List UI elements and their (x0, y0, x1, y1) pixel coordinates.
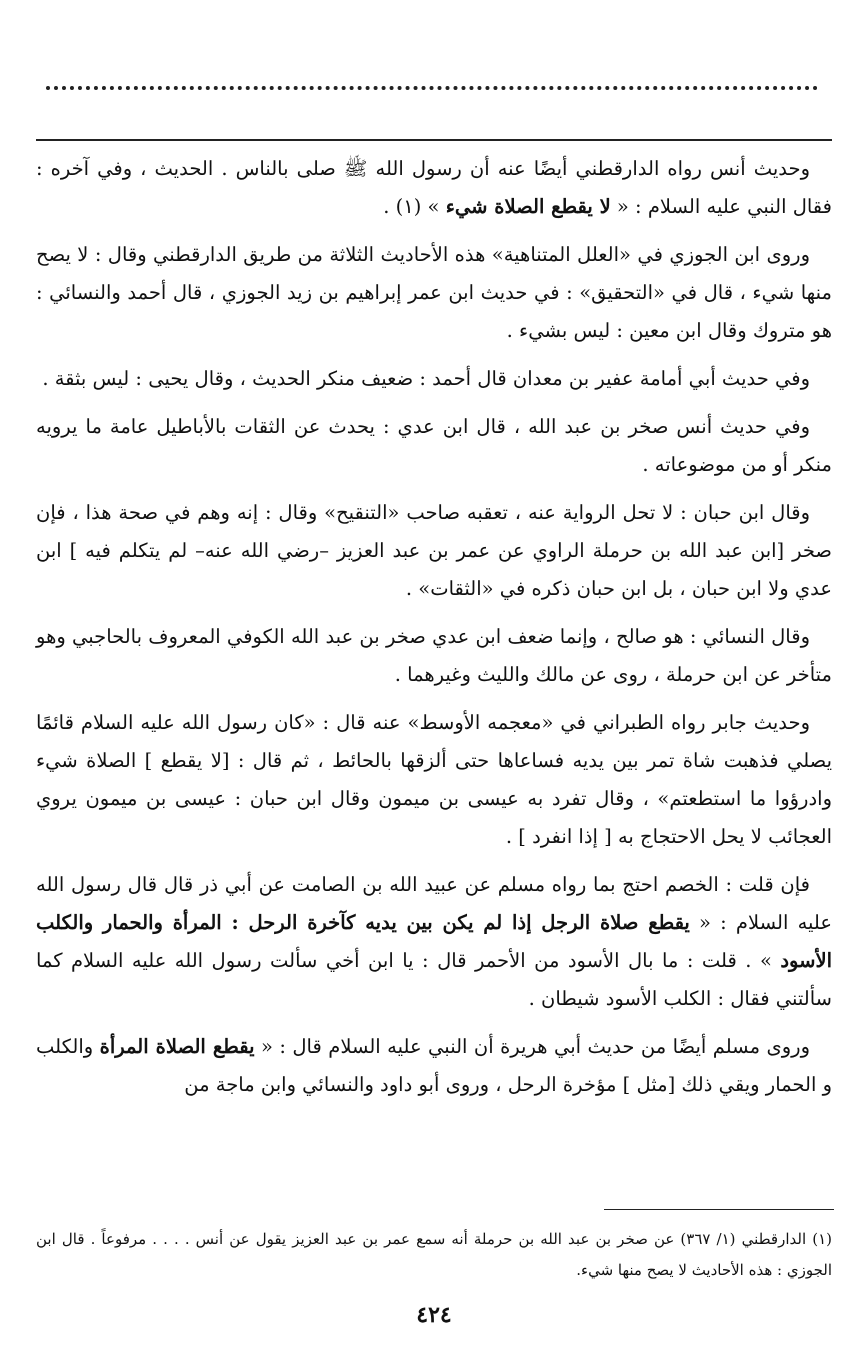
page-number: ٤٢٤ (416, 1302, 452, 1328)
dotted-separator (46, 86, 818, 90)
paragraph: وقال ابن حبان : لا تحل الرواية عنه ، تعقبه صاحب «التنقيح» وقال : إنه وهم في صحة هذا ، فإن صخر [ابن عبد الله بن حرملة الراوي عن عمر بن عبد العزيز –رضي الله عنه– لم يتكلم فيه ] ابن عدي ولا ابن حبان ، بل ابن حبان ذكره في «الثقات» . (36, 501, 832, 600)
footnote: (١) الدارقطني (١/ ٣٦٧) عن صخر بن عبد الله بن حرملة أنه سمع عمر بن عبد العزيز يقول عن أنس . . . . مرفوعاً . قال ابن الجوزي : هذه الأحاديث لا يصح منها شيء. (36, 1230, 832, 1279)
paragraph: فإن قلت : الخصم احتج بما رواه مسلم عن عبيد الله بن الصامت عن أبي ذر قال قال رسول الله عليه السلام : « يقطع صلاة الرجل إذا لم يكن بين يديه كآخرة الرحل : المرأة والحمار والكلب الأسود » . قلت : ما بال الأسود من الأحمر قال : يا ابن أخي سألت رسول الله عليه السلام كما سألتني فقال : الكلب الأسود شيطان . (36, 873, 832, 1010)
paragraph: وروى مسلم أيضًا من حديث أبي هريرة أن النبي عليه السلام قال : « يقطع الصلاة المرأة والكلب و الحمار ويقي ذلك [مثل ] مؤخرة الرحل ، وروى أبو داود والنسائي وابن ماجة من (36, 1035, 832, 1096)
main-text (36, 150, 832, 1114)
paragraph: وروى ابن الجوزي في «العلل المتناهية» هذه الأحاديث الثلاثة من طريق الدارقطني وقال : لا يصح منها شيء ، قال في «التحقيق» : في حديث ابن عمر إبراهيم بن زيد الجوزي ، قال أحمد والنسائي : هو متروك وقال ابن معين : ليس بشيء . (36, 243, 832, 342)
paragraph: وقال النسائي : هو صالح ، وإنما ضعف ابن عدي صخر بن عبد الله الكوفي المعروف بالحاجبي وهو متأخر عن ابن حرملة ، روى عن مالك والليث وغيرهما . (36, 625, 832, 686)
paragraph: وفي حديث أنس صخر بن عبد الله ، قال ابن عدي : يحدث عن الثقات بالأباطيل عامة ما يرويه منكر أو من موضوعاته . (36, 415, 832, 476)
paragraph: وحديث أنس رواه الدارقطني أيضًا عنه أن رسول الله ﷺ صلى بالناس . الحديث ، وفي آخره : فقال النبي عليه السلام : « لا يقطع الصلاة شيء » (١) . (36, 157, 832, 218)
top-rule (36, 139, 832, 141)
paragraph: وحديث جابر رواه الطبراني في «معجمه الأوسط» عنه قال : «كان رسول الله عليه السلام قائمًا يصلي فذهبت شاة تمر بين يديه فساعاها حتى ألزقها بالحائط ، ثم قال : [لا يقطع ] الصلاة شيء وادرؤوا ما استطعتم» ، وقال تفرد به عيسى بن ميمون وقال ابن حبان : عيسى بن ميمون يروي العجائب لا يحل الاحتجاج به [ إذا انفرد ] . (36, 711, 832, 848)
footnote-rule (604, 1209, 834, 1210)
paragraph: وفي حديث أبي أمامة عفير بن معدان قال أحمد : ضعيف منكر الحديث ، وقال يحيى : ليس بثقة . (42, 367, 810, 390)
